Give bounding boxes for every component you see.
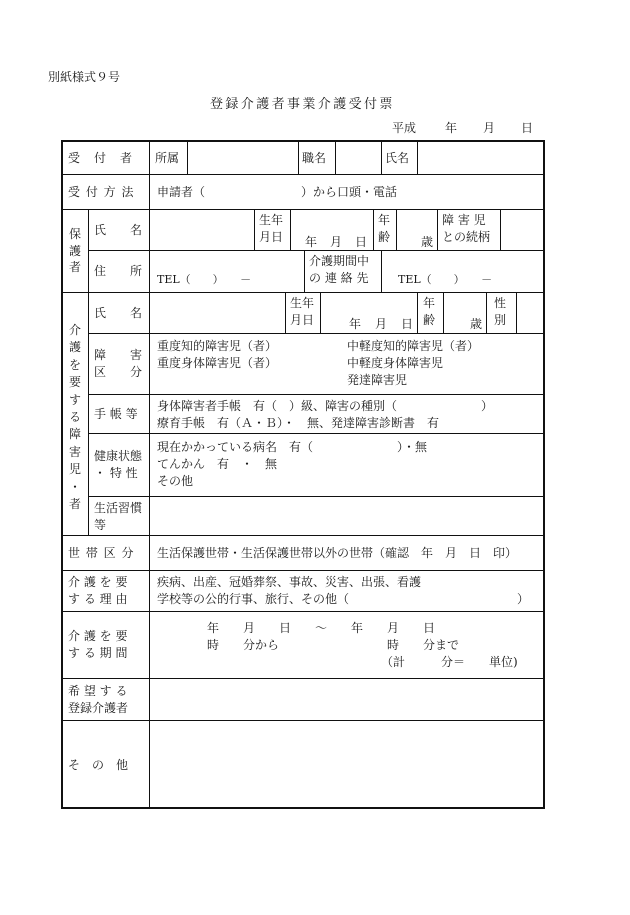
date-era: 平成	[392, 121, 417, 135]
period-line-2: 時 分から 時 分まで	[207, 638, 460, 652]
person-name-label: 氏 名	[94, 306, 143, 320]
method-label: 受 付 方 法	[68, 185, 135, 199]
vertical-char: 障	[68, 427, 81, 442]
col-divider	[187, 140, 188, 174]
person-birth-year: 年	[349, 317, 362, 331]
col-divider	[149, 140, 150, 809]
row-divider	[61, 292, 545, 293]
guardian-group-label	[68, 226, 82, 276]
sex-label-1: 性	[494, 296, 507, 310]
vertical-char: 介	[68, 323, 81, 337]
person-birth-day: 日	[401, 317, 414, 331]
guardian-age-unit: 歳	[421, 235, 434, 249]
category-right-2: 中軽度身体障害児	[347, 356, 444, 370]
person-birth-label-1: 生年	[290, 296, 315, 310]
health-line-1: 現在かかっている病名 有（ ）・無	[157, 440, 428, 454]
person-group-label	[68, 322, 82, 513]
guardian-age-label-1: 年	[378, 213, 391, 227]
vertical-char: 害	[68, 444, 81, 459]
vertical-char: を	[68, 357, 81, 372]
category-left-1: 重度知的障害児（者）	[157, 339, 278, 353]
col-divider	[486, 292, 487, 333]
period-line-1: 年 月 日 ～ 年 月 日	[207, 621, 436, 635]
guardian-name-label: 氏 名	[94, 223, 143, 237]
hope-label-1: 希 望 す る	[68, 684, 128, 698]
col-divider	[290, 209, 291, 250]
category-left-2: 重度身体障害児（者）	[157, 356, 278, 370]
vertical-char: す	[68, 392, 81, 407]
guardian-age-label-2: 齢	[378, 230, 391, 244]
vertical-char: る	[68, 410, 81, 425]
date-year: 年	[445, 121, 458, 135]
category-right-3: 発達障害児	[347, 373, 408, 387]
date-month: 月	[483, 121, 496, 135]
col-divider	[88, 209, 89, 535]
period-line-3: （計 分＝ 単位)	[381, 655, 518, 669]
col-divider	[254, 209, 255, 250]
col-divider	[500, 209, 501, 250]
vertical-char: 護	[68, 340, 81, 355]
reception-name-label: 氏名	[385, 151, 410, 165]
vertical-char: 者	[68, 260, 81, 274]
vertical-char: 者	[68, 497, 81, 512]
contact-label-1: 介護期間中	[309, 254, 370, 268]
row-divider	[61, 678, 545, 679]
form-title: 登録介護者事業介護受付票	[210, 97, 395, 112]
row-divider	[61, 535, 545, 536]
guardian-tel: TEL（ ） －	[157, 273, 252, 286]
row-divider	[61, 611, 545, 612]
date-day: 日	[521, 121, 534, 135]
reason-label-2: す る 理 由	[68, 592, 128, 606]
health-line-3: その他	[157, 474, 194, 488]
col-divider	[304, 250, 305, 292]
row-divider	[88, 250, 545, 251]
col-divider	[417, 292, 418, 333]
handbook-line-1: 身体障害者手帳 有（ ）級、障害の種別（ ）	[157, 399, 494, 413]
contact-tel: TEL（ ） －	[398, 273, 493, 286]
guardian-address-label: 住 所	[94, 264, 143, 278]
method-value: 申請者（ ）から口頭・電話	[157, 185, 398, 199]
row-divider	[88, 333, 545, 334]
col-divider	[285, 292, 286, 333]
hope-label-2: 登録介護者	[68, 701, 129, 715]
col-divider	[298, 140, 299, 174]
guardian-birth-month: 月	[330, 235, 343, 249]
affiliation-label: 所属	[155, 151, 180, 165]
guardian-birth-label-1: 生年	[259, 213, 284, 227]
sex-label-2: 別	[494, 313, 507, 327]
guardian-birth-year: 年	[305, 235, 318, 249]
row-divider	[61, 209, 545, 210]
handbook-line-2: 療育手帳 有（Ａ・Ｂ）・ 無、発達障害診断書 有	[157, 416, 440, 430]
col-divider	[396, 209, 397, 250]
form-number: 別紙様式９号	[48, 70, 121, 84]
col-divider	[417, 140, 418, 174]
person-age-label-2: 齢	[423, 313, 436, 327]
reason-line-1: 疾病、出産、冠婚葬祭、事故、災害、出張、看護	[157, 575, 422, 589]
col-divider	[381, 250, 382, 292]
reception-label: 受 付 者	[68, 151, 134, 165]
position-label: 職名	[302, 151, 327, 165]
person-age-unit: 歳	[470, 317, 483, 331]
col-divider	[373, 209, 374, 250]
habit-label-1: 生活習慣	[94, 501, 143, 515]
row-divider	[88, 433, 545, 434]
period-label-2: す る 期 間	[68, 646, 128, 660]
row-divider	[88, 496, 545, 497]
vertical-char: ・	[68, 479, 81, 494]
col-divider	[437, 209, 438, 250]
relation-label-2: との続柄	[442, 230, 491, 244]
period-label-1: 介 護 を 要	[68, 629, 128, 643]
category-label-2: 区 分	[94, 365, 143, 379]
col-divider	[443, 292, 444, 333]
handbook-label: 手 帳 等	[94, 407, 138, 421]
other-label: そ の 他	[68, 758, 129, 772]
col-divider	[335, 140, 336, 174]
col-divider	[516, 292, 517, 333]
category-right-1: 中軽度知的障害児（者）	[347, 339, 480, 353]
row-divider	[61, 720, 545, 721]
reason-label-1: 介 護 を 要	[68, 575, 128, 589]
health-line-2: てんかん 有 ・ 無	[157, 457, 278, 471]
guardian-birth-label-2: 月日	[259, 230, 284, 244]
habit-label-2: 等	[94, 518, 107, 532]
household-label: 世 帯 区 分	[68, 546, 135, 560]
row-divider	[61, 570, 545, 571]
vertical-char: 要	[68, 375, 81, 390]
relation-label-1: 障 害 児	[442, 213, 486, 227]
row-divider	[88, 394, 545, 395]
health-label-1: 健康状態	[94, 449, 143, 463]
contact-label-2: の 連 絡 先	[309, 271, 369, 285]
health-label-2: ・ 特 性	[94, 466, 138, 480]
category-label-1: 障 害	[94, 348, 143, 362]
person-age-label-1: 年	[423, 296, 436, 310]
vertical-char: 児	[68, 462, 81, 477]
col-divider	[381, 140, 382, 174]
reason-line-2: 学校等の公的行事、旅行、その他（ ）	[157, 592, 530, 606]
person-birth-month: 月	[375, 317, 388, 331]
vertical-char: 保	[68, 227, 81, 241]
household-value: 生活保護世帯・生活保護世帯以外の世帯（確認 年 月 日 印）	[157, 546, 518, 560]
guardian-birth-day: 日	[355, 235, 368, 249]
person-birth-label-2: 月日	[290, 313, 315, 327]
col-divider	[320, 292, 321, 333]
row-divider	[61, 174, 545, 175]
vertical-char: 護	[68, 243, 81, 258]
